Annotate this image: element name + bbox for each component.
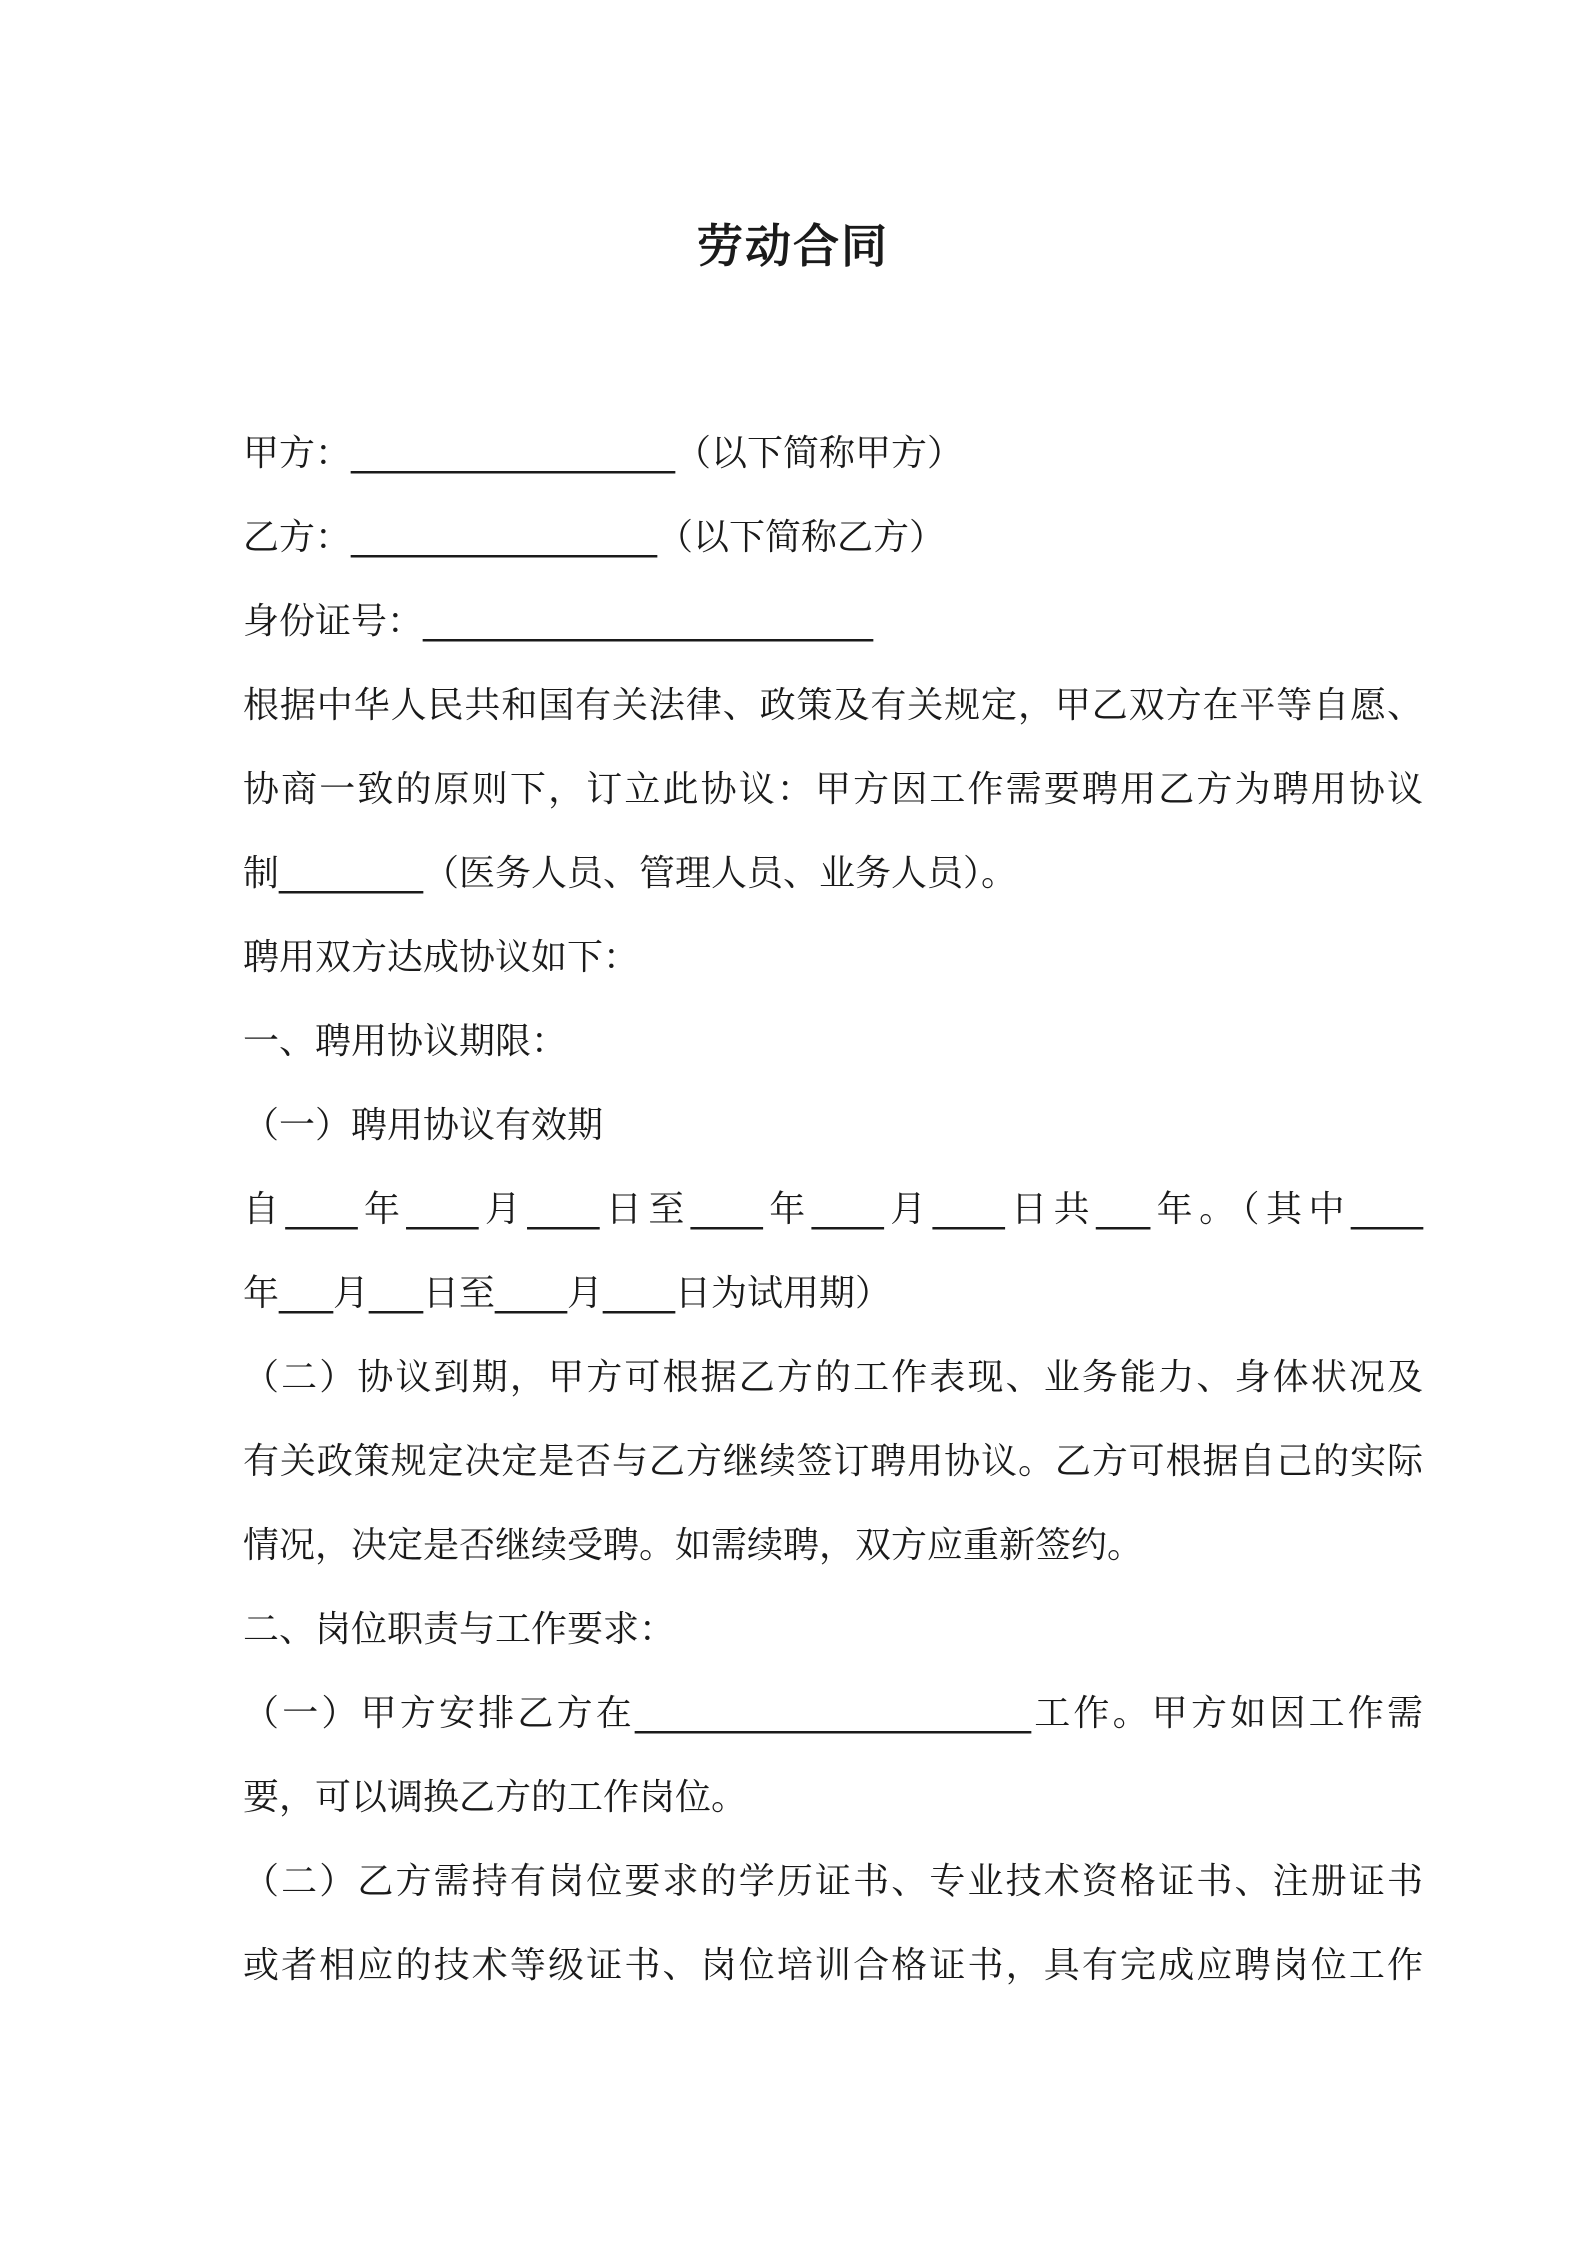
paragraph-line: （二）乙方需持有岗位要求的学历证书、专业技术资格证书、注册证书 xyxy=(243,1861,1423,1902)
paragraph-line: 聘用双方达成协议如下： xyxy=(243,937,640,978)
document-title: 劳动合同 xyxy=(697,219,889,273)
paragraph-line: 制________（医务人员、管理人员、业务人员）。 xyxy=(243,853,1018,894)
paragraph-line: （一）甲方安排乙方在______________________工作。甲方如因工作需 xyxy=(243,1693,1423,1734)
id-number-line: 身份证号：_________________________ xyxy=(243,601,874,642)
section-heading: 二、岗位职责与工作要求： xyxy=(243,1609,676,1650)
document-body xyxy=(243,412,1423,2008)
section-heading: 一、聘用协议期限： xyxy=(243,1021,568,1062)
paragraph-line: 根据中华人民共和国有关法律、政策及有关规定，甲乙双方在平等自愿、 xyxy=(243,685,1423,726)
party-a-line: 甲方：__________________（以下简称甲方） xyxy=(243,433,964,474)
paragraph-line: 年___月___日至____月____日为试用期） xyxy=(243,1273,892,1314)
paragraph-line: （二）协议到期，甲方可根据乙方的工作表现、业务能力、身体状况及 xyxy=(243,1357,1423,1398)
paragraph-line: 情况，决定是否继续受聘。如需续聘，双方应重新签约。 xyxy=(243,1525,1144,1566)
party-b-line: 乙方：_________________（以下简称乙方） xyxy=(243,517,946,558)
subsection-heading: （一）聘用协议有效期 xyxy=(243,1105,604,1146)
paragraph-line: 或者相应的技术等级证书、岗位培训合格证书，具有完成应聘岗位工作 xyxy=(243,1945,1423,1986)
paragraph-line: 有关政策规定决定是否与乙方继续签订聘用协议。乙方可根据自己的实际 xyxy=(243,1441,1423,1482)
paragraph-line: 要，可以调换乙方的工作岗位。 xyxy=(243,1777,748,1818)
paragraph-line: 协商一致的原则下，订立此协议：甲方因工作需要聘用乙方为聘用协议 xyxy=(243,769,1423,810)
paragraph-line: 自____年____月____日至____年____月____日共___年。（其中____ xyxy=(243,1189,1423,1230)
